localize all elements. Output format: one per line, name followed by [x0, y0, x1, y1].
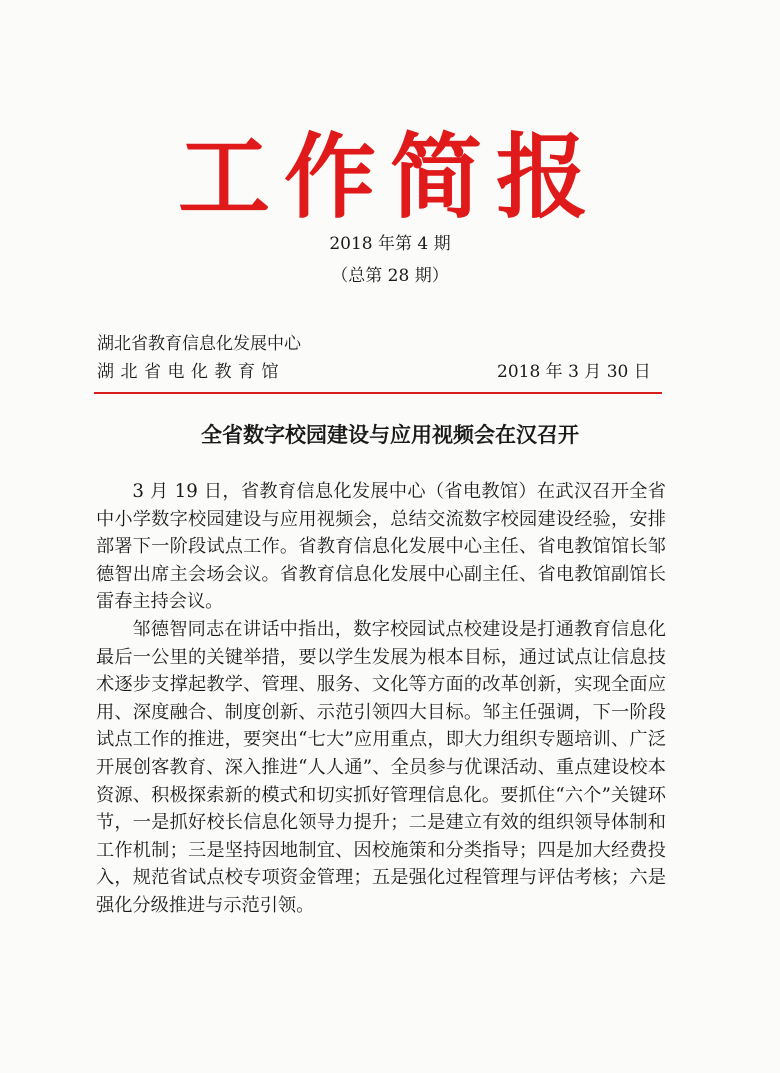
issuing-organization-1: 湖北省教育信息化发展中心 [97, 334, 301, 354]
publication-date: 2018 年 3 月 30 日 [497, 362, 651, 382]
issue-number: 2018 年第 4 期 [329, 234, 451, 254]
masthead-title: 工作简报 [177, 124, 602, 231]
article-paragraph: 3 月 19 日，省教育信息化发展中心（省电教馆）在武汉召开全省中小学数字校园建设与应用视频会，总结交流数字校园建设经验，安排部署下一阶段试点工作。省教育信息化发展中心主任、省电教馆馆长邹德智出席主会场会议。省教育信息化发展中心副主任、省电教馆副馆长雷春主持会议。 [96, 481, 666, 613]
article-paragraph: 邹德智同志在讲话中指出，数字校园试点校建设是打通教育信息化最后一公里的关键举措，要以学生发展为根本目标，通过试点让信息技术逐步支撑起教学、管理、服务、文化等方面的改革创新，实现全面应用、深度融合、制度创新、示范引领四大目标。邹主任强调，下一阶段试点工作的推进，要突出“七大”应用重点，即大力组织专题培训、广泛开展创客教育、深入推进“人人通”、全员参与优课活动、重点建设校本资源、积极探索新的模式和切实抓好管理信息化。要抓住“六个”关键环节，一是抓好校长信息化领导力提升；二是建立有效的组织领导体制和工作机制；三是坚持因地制宜、因校施策和分类指导；四是加大经费投入，规范省试点校专项资金管理；五是强化过程管理与评估考核；六是强化分级推进与示范引领。 [96, 618, 666, 916]
issuing-organization-2: 湖北省电化教育馆 [97, 362, 285, 382]
article-title: 全省数字校园建设与应用视频会在汉召开 [201, 422, 579, 447]
total-issue-number: （总第 28 期） [331, 266, 449, 286]
red-divider-rule [94, 392, 662, 394]
article-body [96, 478, 666, 920]
